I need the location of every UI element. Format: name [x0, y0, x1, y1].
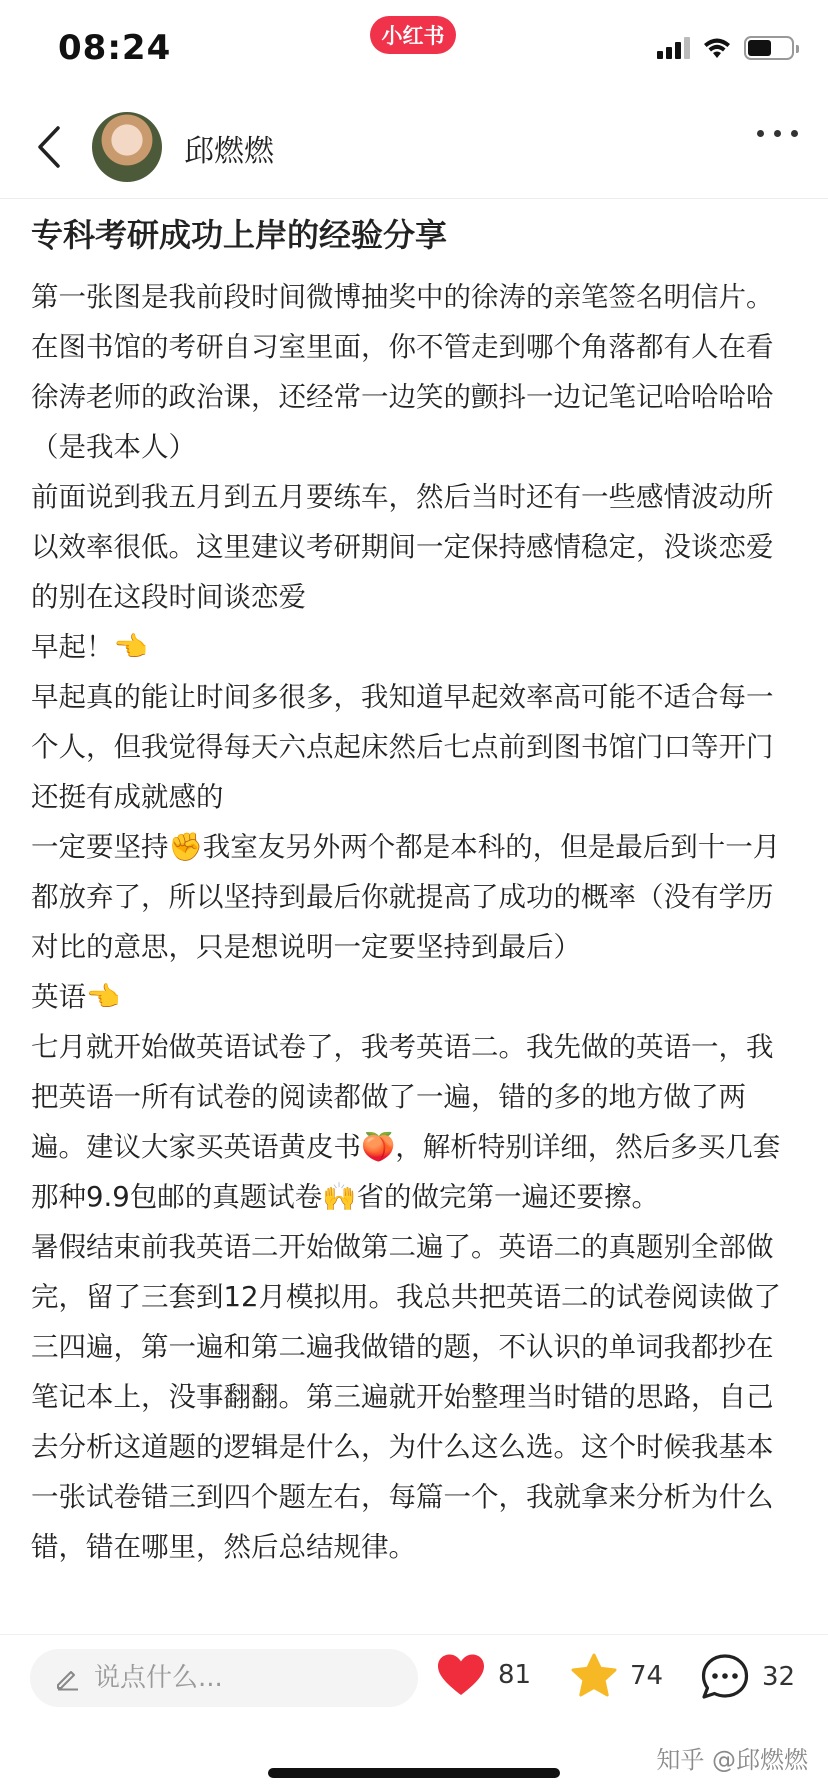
- heart-icon: [436, 1653, 486, 1697]
- wifi-icon: [702, 36, 732, 60]
- author-name[interactable]: 邱燃燃: [184, 134, 274, 169]
- status-bar: [0, 0, 828, 96]
- pencil-icon: [54, 1665, 80, 1691]
- battery-icon: [744, 36, 794, 60]
- status-time: 08:24: [58, 28, 172, 68]
- comment-input-box[interactable]: [30, 1649, 418, 1707]
- signal-icon: [657, 37, 690, 59]
- app-badge: 小红书: [370, 16, 456, 54]
- like-count: 81: [498, 1660, 532, 1690]
- post-paragraph: 暑假结束前我英语二开始做第二遍了。英语二的真题别全部做完，留了三套到12月模拟用。我总共把英语二的试卷阅读做了三四遍，第一遍和第二遍我做错的题，不认识的单词我都抄在笔记本上，没事翻翻。第三遍就开始整理当时错的思路，自己去分析这道题的逻辑是什么，为什么这么选。这个时候我基本一张试卷错三到四个题左右，每篇一个，我就拿来分析为什么错，错在哪里，然后总结规律。: [31, 1231, 781, 1563]
- post-paragraph: 早起真的能让时间多很多，我知道早起效率高可能不适合每一个人，但我觉得每天六点起床然后七点前到图书馆门口等开门还挺有成就感的: [31, 681, 774, 813]
- post-content: [31, 210, 797, 1628]
- post-paragraph: 早起！👈: [31, 631, 148, 663]
- more-dots-icon[interactable]: [757, 130, 798, 137]
- post-paragraph: 前面说到我五月到五月要练车，然后当时还有一些感情波动所以效率很低。这里建议考研期间一定保持感情稳定，没谈恋爱的别在这段时间谈恋爱: [31, 481, 774, 613]
- post-title: 专科考研成功上岸的经验分享: [31, 216, 448, 254]
- home-indicator[interactable]: [268, 1768, 560, 1778]
- comment-input[interactable]: [92, 1662, 396, 1694]
- post-header: [0, 96, 828, 199]
- post-paragraph: 七月就开始做英语试卷了，我考英语二。我先做的英语一，我把英语一所有试卷的阅读都做了一遍，错的多的地方做了两遍。建议大家买英语黄皮书🍑，解析特别详细，然后多买几套那种9.9包邮的真题试卷🙌省的做完第一遍还要擦。: [31, 1031, 781, 1213]
- post-paragraph: 一定要坚持✊我室友另外两个都是本科的，但是最后到十一月都放弃了，所以坚持到最后你就提高了成功的概率（没有学历对比的意思，只是想说明一定要坚持到最后）: [31, 831, 781, 963]
- comment-button[interactable]: [700, 1653, 795, 1701]
- comment-count: 32: [762, 1662, 796, 1692]
- zhihu-watermark: 知乎 @邱燃燃: [656, 1746, 808, 1774]
- battery-level: [748, 40, 771, 56]
- status-icons: [657, 36, 794, 60]
- back-arrow-icon[interactable]: [30, 122, 70, 172]
- collect-button[interactable]: [570, 1653, 663, 1699]
- like-button[interactable]: [436, 1653, 531, 1697]
- bottom-action-bar: [0, 1634, 828, 1715]
- post-paragraph: 英语👈: [31, 981, 121, 1013]
- comment-bubble-icon: [700, 1653, 750, 1701]
- star-icon: [570, 1653, 618, 1699]
- post-paragraph: 第一张图是我前段时间微博抽奖中的徐涛的亲笔签名明信片。在图书馆的考研自习室里面，你不管走到哪个角落都有人在看徐涛老师的政治课，还经常一边笑的颤抖一边记笔记哈哈哈哈（是我本人）: [31, 281, 774, 463]
- collect-count: 74: [630, 1661, 664, 1691]
- author-avatar[interactable]: [92, 112, 162, 182]
